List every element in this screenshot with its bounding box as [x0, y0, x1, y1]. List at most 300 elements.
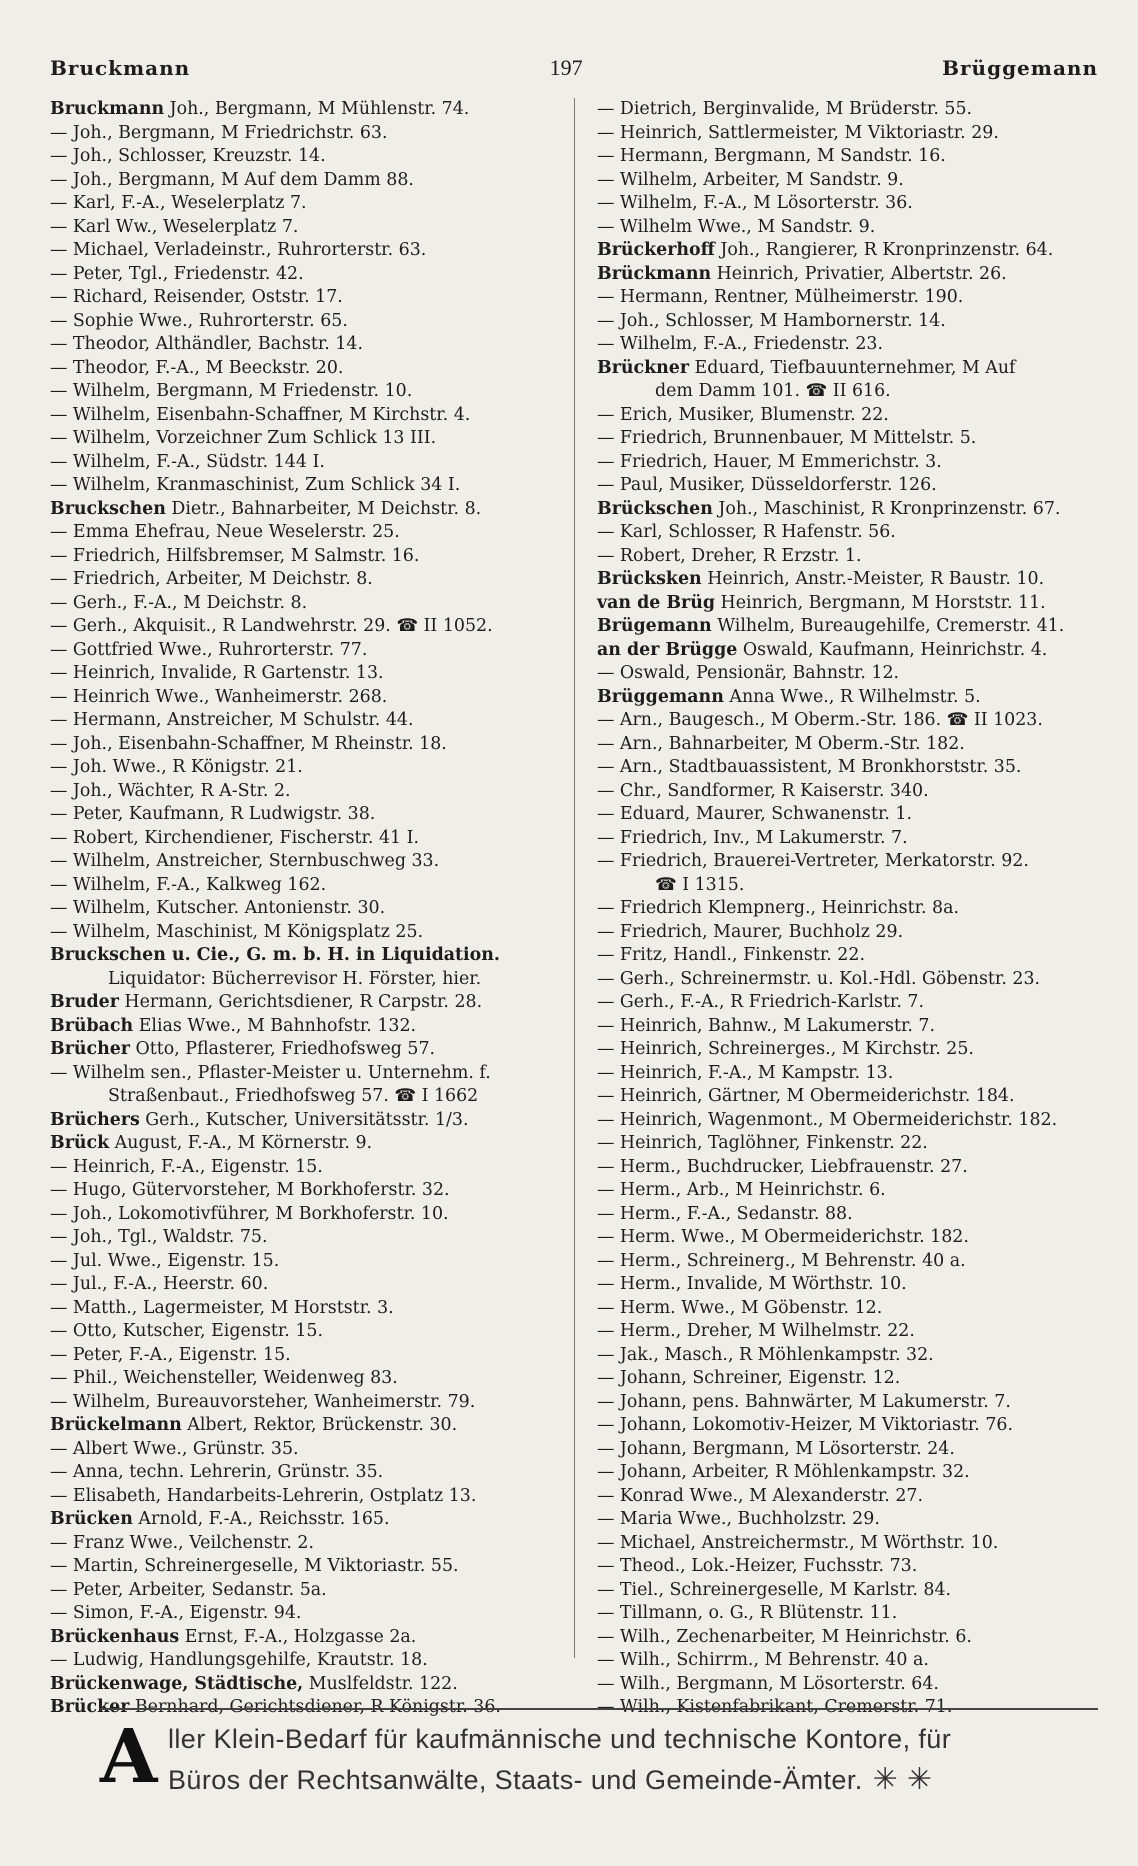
- entry-text: — Joh., Wächter, R A-Str. 2.: [50, 780, 291, 801]
- entry-text: — Johann, Schreiner, Eigenstr. 12.: [597, 1368, 901, 1388]
- entry-text: August, F.-A., M Körnerstr. 9.: [109, 1133, 373, 1153]
- directory-entry: [597, 1579, 1098, 1603]
- entry-text: Joh., Maschinist, R Kronprinzenstr. 67.: [712, 498, 1061, 519]
- entry-text: Elias Wwe., M Bahnhofstr. 132.: [133, 1015, 417, 1036]
- directory-entry: [50, 169, 554, 193]
- directory-entry: [597, 380, 1098, 404]
- directory-entry: [597, 1485, 1098, 1509]
- directory-entry: [597, 1038, 1098, 1062]
- directory-entry: [597, 357, 1098, 381]
- entry-text: Gerh., Kutscher, Universitätsstr. 1/3.: [139, 1109, 469, 1130]
- directory-entry: [597, 239, 1098, 263]
- directory-entry: [50, 1626, 554, 1650]
- entry-text: — Jul., F.-A., Heerstr. 60.: [50, 1274, 269, 1294]
- directory-entry: [50, 239, 554, 263]
- entry-headword: Brückner: [597, 357, 690, 378]
- directory-entry: [597, 1626, 1098, 1650]
- directory-entry: [597, 169, 1098, 193]
- directory-entry: [50, 310, 554, 334]
- entry-text: — Friedrich, Hauer, M Emmerichstr. 3.: [597, 451, 942, 472]
- entry-text: — Wilhelm, F.-A., Kalkweg 162.: [50, 874, 327, 895]
- directory-entry: [597, 1156, 1098, 1180]
- entry-text: — Friedrich, Brauerei-Vertreter, Merkatorstr. 92.: [597, 851, 1029, 871]
- directory-entry: [50, 1203, 554, 1227]
- directory-entry: [597, 404, 1098, 428]
- directory-entry: [50, 709, 554, 733]
- entry-text: — Elisabeth, Handarbeits-Lehrerin, Ostplatz 13.: [50, 1485, 477, 1506]
- entry-text: — Joh. Wwe., R Königstr. 21.: [50, 757, 303, 777]
- entry-text: Eduard, Tiefbauunternehmer, M Auf: [689, 357, 1016, 378]
- directory-entry: [50, 944, 554, 968]
- entry-text: — Emma Ehefrau, Neue Weselerstr. 25.: [50, 522, 400, 542]
- directory-entry: [597, 1391, 1098, 1415]
- entry-text: — Hermann, Rentner, Mülheimerstr. 190.: [597, 287, 964, 307]
- entry-text: — Herm. Wwe., M Göbenstr. 12.: [597, 1297, 883, 1318]
- entry-text: — Anna, techn. Lehrerin, Grünstr. 35.: [50, 1462, 384, 1482]
- directory-entry: [597, 1555, 1098, 1579]
- entry-text: — Gerh., F.-A., R Friedrich-Karlstr. 7.: [597, 992, 924, 1012]
- entry-text: — Friedrich, Hilfsbremser, M Salmstr. 16.: [50, 545, 420, 566]
- directory-entry: [50, 1062, 554, 1086]
- directory-entry: [597, 1532, 1098, 1556]
- directory-entry: [50, 427, 554, 451]
- entry-text: — Joh., Bergmann, M Friedrichstr. 63.: [50, 122, 388, 143]
- directory-entry: [50, 756, 554, 780]
- entry-text: — Tiel., Schreinergeselle, M Karlstr. 84.: [597, 1579, 952, 1600]
- entry-text: — Wilhelm sen., Pflaster-Meister u. Unternehm. f.: [50, 1062, 491, 1083]
- directory-entry: [50, 1508, 554, 1532]
- entry-text: dem Damm 101. ☎ II 616.: [655, 381, 891, 401]
- entry-text: Heinrich, Anstr.-Meister, R Baustr. 10.: [701, 569, 1045, 589]
- entry-text: — Wilhelm, F.-A., Friedenstr. 23.: [597, 334, 884, 354]
- entry-text: — Franz Wwe., Veilchenstr. 2.: [50, 1532, 314, 1553]
- entry-text: — Michael, Verladeinstr., Ruhrorterstr. 63.: [50, 240, 427, 260]
- entry-text: — Gottfried Wwe., Ruhrorterstr. 77.: [50, 639, 368, 660]
- directory-entry: [50, 1391, 554, 1415]
- entry-text: — Konrad Wwe., M Alexanderstr. 27.: [597, 1485, 923, 1506]
- entry-text: — Karl, F.-A., Weselerplatz 7.: [50, 193, 307, 213]
- directory-entry: [50, 1132, 554, 1156]
- entry-text: — Heinrich, Gärtner, M Obermeiderichstr. 184.: [597, 1086, 1015, 1106]
- entry-text: — Simon, F.-A., Eigenstr. 94.: [50, 1603, 302, 1623]
- directory-entry: [50, 991, 554, 1015]
- directory-entry: [50, 1085, 554, 1109]
- page-number: 197: [549, 55, 583, 80]
- right-column: [574, 98, 1098, 1717]
- directory-entry: [597, 1250, 1098, 1274]
- directory-entry: [50, 1179, 554, 1203]
- directory-entry: [597, 968, 1098, 992]
- entry-text: — Heinrich, Bahnw., M Lakumerstr. 7.: [597, 1015, 936, 1036]
- directory-entry: [597, 1438, 1098, 1462]
- entry-text: Straßenbaut., Friedhofsweg 57. ☎ I 1662: [108, 1086, 479, 1106]
- entry-text: — Herm., Invalide, M Wörthstr. 10.: [597, 1274, 907, 1294]
- directory-entry: [50, 357, 554, 381]
- directory-entry: [50, 1367, 554, 1391]
- directory-entry: [50, 968, 554, 992]
- directory-entry: [597, 850, 1098, 874]
- directory-entry: [50, 98, 554, 122]
- entry-text: — Robert, Kirchendiener, Fischerstr. 41 I.: [50, 827, 420, 848]
- directory-entry: [597, 1461, 1098, 1485]
- directory-entry: [597, 615, 1098, 639]
- entry-text: — Peter, F.-A., Eigenstr. 15.: [50, 1344, 291, 1365]
- left-column: [50, 98, 574, 1717]
- directory-entry: [50, 662, 554, 686]
- entry-text: — Wilhelm, Bureauvorsteher, Wanheimerstr. 79.: [50, 1391, 476, 1412]
- ad-initial-letter: A: [100, 1714, 158, 1800]
- entry-text: — Hugo, Gütervorsteher, M Borkhoferstr. 32.: [50, 1180, 450, 1200]
- entry-headword: Brückerhoff: [597, 240, 715, 260]
- header-right-catchword: Brüggemann: [942, 56, 1098, 80]
- directory-entry: [50, 1673, 554, 1697]
- entry-text: — Heinrich Wwe., Wanheimerstr. 268.: [50, 686, 388, 707]
- entry-headword: Brüggemann: [597, 686, 724, 707]
- entry-text: — Wilhelm, Kranmaschinist, Zum Schlick 34 I.: [50, 475, 461, 495]
- directory-entry: [597, 709, 1098, 733]
- entry-text: — Peter, Kaufmann, R Ludwigstr. 38.: [50, 804, 376, 824]
- directory-entry: [597, 897, 1098, 921]
- directory-entry: [50, 1344, 554, 1368]
- directory-entry: [597, 1367, 1098, 1391]
- entry-text: — Albert Wwe., Grünstr. 35.: [50, 1438, 299, 1459]
- entry-text: — Ludwig, Handlungsgehilfe, Krautstr. 18.: [50, 1650, 428, 1670]
- entry-text: — Jul. Wwe., Eigenstr. 15.: [50, 1250, 280, 1271]
- entry-text: — Heinrich, Schreinerges., M Kirchstr. 25.: [597, 1039, 974, 1059]
- directory-entry: [597, 145, 1098, 169]
- entry-text: — Joh., Schlosser, M Hambornerstr. 14.: [597, 310, 946, 331]
- entry-text: — Herm. Wwe., M Obermeiderichstr. 182.: [597, 1227, 969, 1247]
- directory-entry: [50, 1414, 554, 1438]
- entry-headword: van de Brüg: [597, 592, 716, 613]
- directory-entry: [50, 592, 554, 616]
- directory-entry: [597, 921, 1098, 945]
- entry-text: — Theodor, Althändler, Bachstr. 14.: [50, 334, 363, 354]
- directory-entry: [50, 1602, 554, 1626]
- entry-text: Bernhard, Gerichtsdiener, R Königstr. 36.: [129, 1697, 501, 1717]
- entry-text: Heinrich, Privatier, Albertstr. 26.: [711, 263, 1007, 284]
- entry-text: — Karl Ww., Weselerplatz 7.: [50, 216, 299, 237]
- directory-entry: [597, 568, 1098, 592]
- entry-text: Arnold, F.-A., Reichsstr. 165.: [132, 1509, 390, 1529]
- entry-text: — Joh., Bergmann, M Auf dem Damm 88.: [50, 169, 414, 190]
- directory-entry: [597, 474, 1098, 498]
- directory-entry: [597, 1344, 1098, 1368]
- entry-text: — Wilhelm, Vorzeichner Zum Schlick 13 III.: [50, 428, 437, 448]
- entry-text: — Wilh., Zechenarbeiter, M Heinrichstr. 6.: [597, 1626, 972, 1647]
- entry-text: — Wilh., Schirrm., M Behrenstr. 40 a.: [597, 1650, 929, 1670]
- directory-entry: [50, 286, 554, 310]
- entry-text: — Johann, Bergmann, M Lösorterstr. 24.: [597, 1438, 955, 1459]
- entry-headword: Brückmann: [597, 263, 712, 284]
- directory-entry: [50, 1438, 554, 1462]
- directory-entry: [597, 1132, 1098, 1156]
- entry-text: — Herm., Schreinerg., M Behrenstr. 40 a.: [597, 1250, 966, 1271]
- entry-text: — Wilh., Kistenfabrikant, Cremerstr. 71.: [597, 1697, 953, 1717]
- entry-headword: Brückelmann: [50, 1415, 182, 1435]
- directory-entry: [597, 1273, 1098, 1297]
- entry-text: — Wilhelm, Kutscher. Antonienstr. 30.: [50, 898, 386, 918]
- directory-entry: [50, 897, 554, 921]
- entry-headword: Brück: [50, 1133, 110, 1153]
- directory-entry: [597, 263, 1098, 287]
- entry-text: — Peter, Tgl., Friedenstr. 42.: [50, 263, 304, 284]
- entry-text: — Joh., Lokomotivführer, M Borkhoferstr. 10.: [50, 1203, 449, 1224]
- entry-text: Muslfeldstr. 122.: [303, 1673, 458, 1694]
- entry-text: — Herm., Arb., M Heinrichstr. 6.: [597, 1180, 886, 1200]
- directory-entry: [597, 662, 1098, 686]
- directory-entry: [50, 216, 554, 240]
- entry-text: Liquidator: Bücherrevisor H. Förster, hier.: [108, 968, 482, 989]
- directory-entry: [50, 921, 554, 945]
- directory-entry: [597, 451, 1098, 475]
- entry-text: — Michael, Anstreichermstr., M Wörthstr. 10.: [597, 1532, 999, 1553]
- entry-text: — Hermann, Anstreicher, M Schulstr. 44.: [50, 710, 414, 730]
- entry-text: — Hermann, Bergmann, M Sandstr. 16.: [597, 146, 946, 166]
- ad-line-2-text: Büros der Rechtsanwälte, Staats- und Gemeinde-Ämter.: [168, 1765, 863, 1795]
- entry-headword: Brücker: [50, 1697, 130, 1717]
- directory-entry: [50, 733, 554, 757]
- directory-entry: [597, 545, 1098, 569]
- entry-text: — Otto, Kutscher, Eigenstr. 15.: [50, 1321, 324, 1341]
- entry-text: — Wilhelm Wwe., M Sandstr. 9.: [597, 216, 876, 237]
- entry-text: — Wilhelm, Anstreicher, Sternbuschweg 33.: [50, 851, 440, 871]
- entry-text: — Heinrich, F.-A., M Kampstr. 13.: [597, 1062, 894, 1083]
- directory-entry: [597, 780, 1098, 804]
- ad-ornament: ✳ ✳: [872, 1763, 933, 1796]
- entry-headword: Bruckschen: [50, 498, 166, 519]
- directory-entry: [50, 1579, 554, 1603]
- directory-entry: [50, 568, 554, 592]
- entry-text: — Theod., Lok.-Heizer, Fuchsstr. 73.: [597, 1556, 918, 1576]
- directory-entry: [597, 521, 1098, 545]
- directory-entry: [50, 615, 554, 639]
- header-left-catchword: Bruckmann: [50, 56, 191, 80]
- directory-entry: [597, 1508, 1098, 1532]
- directory-entry: [50, 1461, 554, 1485]
- entry-text: Ernst, F.-A., Holzgasse 2a.: [179, 1626, 417, 1647]
- entry-text: Dietr., Bahnarbeiter, M Deichstr. 8.: [165, 498, 482, 519]
- entry-text: — Matth., Lagermeister, M Horststr. 3.: [50, 1297, 394, 1318]
- directory-entry: [597, 1297, 1098, 1321]
- entry-text: ☎ I 1315.: [655, 874, 745, 895]
- entry-text: — Gerh., Schreinermstr. u. Kol.-Hdl. Göbenstr. 23.: [597, 968, 1041, 989]
- directory-entry: [597, 122, 1098, 146]
- entry-text: Heinrich, Bergmann, M Horststr. 11.: [715, 592, 1046, 613]
- directory-entry: [597, 827, 1098, 851]
- directory-entry: [597, 1015, 1098, 1039]
- entry-text: — Wilhelm, Bergmann, M Friedenstr. 10.: [50, 381, 413, 401]
- directory-entry: [597, 944, 1098, 968]
- directory-entry: [50, 145, 554, 169]
- entry-text: — Friedrich Klempnerg., Heinrichstr. 8a.: [597, 898, 959, 918]
- directory-entry: [597, 874, 1098, 898]
- entry-headword: Brübach: [50, 1015, 134, 1036]
- entry-text: Hermann, Gerichtsdiener, R Carpstr. 28.: [118, 992, 483, 1012]
- directory-entry: [597, 1673, 1098, 1697]
- entry-text: — Phil., Weichensteller, Weidenweg 83.: [50, 1368, 398, 1388]
- directory-entry: [50, 1038, 554, 1062]
- directory-entry: [50, 1485, 554, 1509]
- entry-text: — Peter, Arbeiter, Sedanstr. 5a.: [50, 1579, 327, 1600]
- entry-text: Oswald, Kaufmann, Heinrichstr. 4.: [737, 639, 1048, 660]
- directory-entry: [597, 310, 1098, 334]
- advertisement-footer: [100, 1708, 1098, 1830]
- directory-entry: [597, 592, 1098, 616]
- entry-text: — Fritz, Handl., Finkenstr. 22.: [597, 945, 865, 965]
- entry-text: — Herm., F.-A., Sedanstr. 88.: [597, 1203, 853, 1224]
- entry-text: — Wilhelm, Eisenbahn-Schaffner, M Kirchstr. 4.: [50, 404, 471, 425]
- directory-entry: [597, 991, 1098, 1015]
- directory-entry: [597, 756, 1098, 780]
- page-header: [50, 50, 1098, 86]
- entry-text: — Johann, pens. Bahnwärter, M Lakumerstr. 7.: [597, 1391, 1011, 1412]
- entry-text: — Oswald, Pensionär, Bahnstr. 12.: [597, 663, 900, 683]
- directory-entry: [50, 1320, 554, 1344]
- directory-entry: [50, 333, 554, 357]
- directory-entry: [597, 498, 1098, 522]
- entry-text: — Martin, Schreinergeselle, M Viktoriastr. 55.: [50, 1556, 459, 1576]
- entry-text: — Tillmann, o. G., R Blütenstr. 11.: [597, 1603, 898, 1623]
- entry-text: — Arn., Stadtbauassistent, M Bronkhorststr. 35.: [597, 757, 1022, 777]
- entry-text: Joh., Bergmann, M Mühlenstr. 74.: [164, 99, 470, 119]
- entry-text: Otto, Pflasterer, Friedhofsweg 57.: [129, 1039, 436, 1059]
- ad-line-2: [168, 1762, 932, 1797]
- entry-headword: Brückschen: [597, 498, 713, 519]
- entry-headword: Brücksken: [597, 569, 702, 589]
- entry-text: — Theodor, F.-A., M Beeckstr. 20.: [50, 357, 344, 378]
- entry-text: — Heinrich, Taglöhner, Finkenstr. 22.: [597, 1133, 928, 1153]
- entry-text: Anna Wwe., R Wilhelmstr. 5.: [723, 686, 981, 707]
- directory-entry: [50, 874, 554, 898]
- directory-entry: [597, 803, 1098, 827]
- directory-entry: [50, 850, 554, 874]
- entry-text: — Wilh., Bergmann, M Lösorterstr. 64.: [597, 1673, 939, 1694]
- entry-text: — Wilhelm, F.-A., M Lösorterstr. 36.: [597, 193, 913, 213]
- entry-text: — Wilhelm, F.-A., Südstr. 144 I.: [50, 451, 325, 472]
- entry-text: — Erich, Musiker, Blumenstr. 22.: [597, 404, 889, 425]
- directory-entry: [597, 639, 1098, 663]
- directory-entry: [597, 1109, 1098, 1133]
- directory-entry: [50, 498, 554, 522]
- directory-entry: [50, 1649, 554, 1673]
- entry-text: — Jak., Masch., R Möhlenkampstr. 32.: [597, 1344, 934, 1365]
- directory-entry: [597, 216, 1098, 240]
- entry-headword: Brückenhaus: [50, 1626, 180, 1647]
- entry-text: Wilhelm, Bureaugehilfe, Cremerstr. 41.: [711, 616, 1065, 636]
- entry-headword: Brücken: [50, 1509, 133, 1529]
- entry-text: — Heinrich, Wagenmont., M Obermeiderichstr. 182.: [597, 1109, 1058, 1130]
- entry-text: — Heinrich, F.-A., Eigenstr. 15.: [50, 1156, 323, 1177]
- directory-entry: [50, 803, 554, 827]
- entry-text: Albert, Rektor, Brückenstr. 30.: [181, 1415, 458, 1435]
- directory-entry: [50, 1555, 554, 1579]
- directory-entry: [597, 98, 1098, 122]
- directory-entry: [50, 404, 554, 428]
- directory-entry: [597, 1203, 1098, 1227]
- entry-text: — Richard, Reisender, Oststr. 17.: [50, 287, 343, 307]
- directory-entry: [50, 1250, 554, 1274]
- entry-text: — Joh., Eisenbahn-Schaffner, M Rheinstr. 18.: [50, 733, 447, 754]
- directory-entry: [597, 333, 1098, 357]
- directory-entry: [50, 780, 554, 804]
- entry-headword: Brügemann: [597, 616, 712, 636]
- directory-entry: [50, 1226, 554, 1250]
- directory-entry: [50, 545, 554, 569]
- directory-entry: [50, 1156, 554, 1180]
- entry-text: — Karl, Schlosser, R Hafenstr. 56.: [597, 522, 896, 542]
- entry-text: — Friedrich, Brunnenbauer, M Mittelstr. 5.: [597, 428, 977, 448]
- entry-text: — Joh., Tgl., Waldstr. 75.: [50, 1227, 268, 1247]
- entry-text: — Chr., Sandformer, R Kaiserstr. 340.: [597, 780, 929, 801]
- directory-entry: [597, 286, 1098, 310]
- entry-text: — Paul, Musiker, Düsseldorferstr. 126.: [597, 475, 937, 495]
- entry-text: — Friedrich, Arbeiter, M Deichstr. 8.: [50, 569, 373, 589]
- entry-text: — Johann, Arbeiter, R Möhlenkampstr. 32.: [597, 1462, 970, 1482]
- entry-headword: Brücher: [50, 1039, 130, 1059]
- directory-entry: [597, 1226, 1098, 1250]
- directory-entry: [597, 427, 1098, 451]
- entry-text: — Wilhelm, Maschinist, M Königsplatz 25.: [50, 921, 424, 942]
- entry-text: — Maria Wwe., Buchholzstr. 29.: [597, 1509, 880, 1529]
- entry-text: — Johann, Lokomotiv-Heizer, M Viktoriastr. 76.: [597, 1415, 1013, 1435]
- entry-headword: Brüchers: [50, 1109, 140, 1130]
- entry-headword: an der Brügge: [597, 639, 738, 660]
- directory-entry: [597, 1085, 1098, 1109]
- entry-text: — Robert, Dreher, R Erzstr. 1.: [597, 545, 862, 566]
- directory-entry: [597, 733, 1098, 757]
- directory-entry: [597, 686, 1098, 710]
- entry-headword: Bruckschen u. Cie., G. m. b. H. in Liquidation.: [50, 945, 500, 965]
- entry-text: — Heinrich, Sattlermeister, M Viktoriastr. 29.: [597, 122, 999, 143]
- entry-text: — Friedrich, Maurer, Buchholz 29.: [597, 921, 904, 942]
- entry-text: — Eduard, Maurer, Schwanenstr. 1.: [597, 804, 913, 824]
- directory-entry: [50, 1273, 554, 1297]
- entry-headword: Bruder: [50, 992, 119, 1012]
- directory-entry: [597, 1320, 1098, 1344]
- entry-headword: Brückenwage, Städtische,: [50, 1673, 304, 1694]
- directory-entry: [50, 639, 554, 663]
- entry-text: — Herm., Dreher, M Wilhelmstr. 22.: [597, 1321, 915, 1341]
- directory-entry: [50, 1015, 554, 1039]
- directory-entry: [50, 1532, 554, 1556]
- ad-line-1: ller Klein-Bedarf für kaufmännische und technische Kontore, für: [168, 1724, 952, 1754]
- entry-text: — Herm., Buchdrucker, Liebfrauenstr. 27.: [597, 1156, 968, 1177]
- directory-entry: [597, 1602, 1098, 1626]
- directory-entry: [597, 1062, 1098, 1086]
- entry-text: — Sophie Wwe., Ruhrorterstr. 65.: [50, 310, 348, 331]
- entry-text: — Wilhelm, Arbeiter, M Sandstr. 9.: [597, 169, 904, 190]
- entry-text: — Arn., Baugesch., M Oberm.-Str. 186. ☎ II 1023.: [597, 710, 1043, 730]
- directory-entry: [597, 1179, 1098, 1203]
- entry-text: — Gerh., F.-A., M Deichstr. 8.: [50, 592, 308, 613]
- directory-entry: [50, 451, 554, 475]
- entry-text: — Gerh., Akquisit., R Landwehrstr. 29. ☎ II 1052.: [50, 616, 493, 636]
- entry-text: — Heinrich, Invalide, R Gartenstr. 13.: [50, 663, 384, 683]
- entry-text: Joh., Rangierer, R Kronprinzenstr. 64.: [714, 240, 1054, 260]
- directory-entry: [50, 122, 554, 146]
- directory-entry: [597, 192, 1098, 216]
- directory-entry: [50, 192, 554, 216]
- directory-entry: [50, 474, 554, 498]
- entry-text: — Dietrich, Berginvalide, M Brüderstr. 55.: [597, 99, 973, 119]
- directory-entry: [597, 1649, 1098, 1673]
- directory-entry: [50, 521, 554, 545]
- entry-text: — Arn., Bahnarbeiter, M Oberm.-Str. 182.: [597, 733, 965, 754]
- directory-entry: [50, 1297, 554, 1321]
- entry-headword: Bruckmann: [50, 99, 165, 119]
- directory-columns: [50, 98, 1098, 1717]
